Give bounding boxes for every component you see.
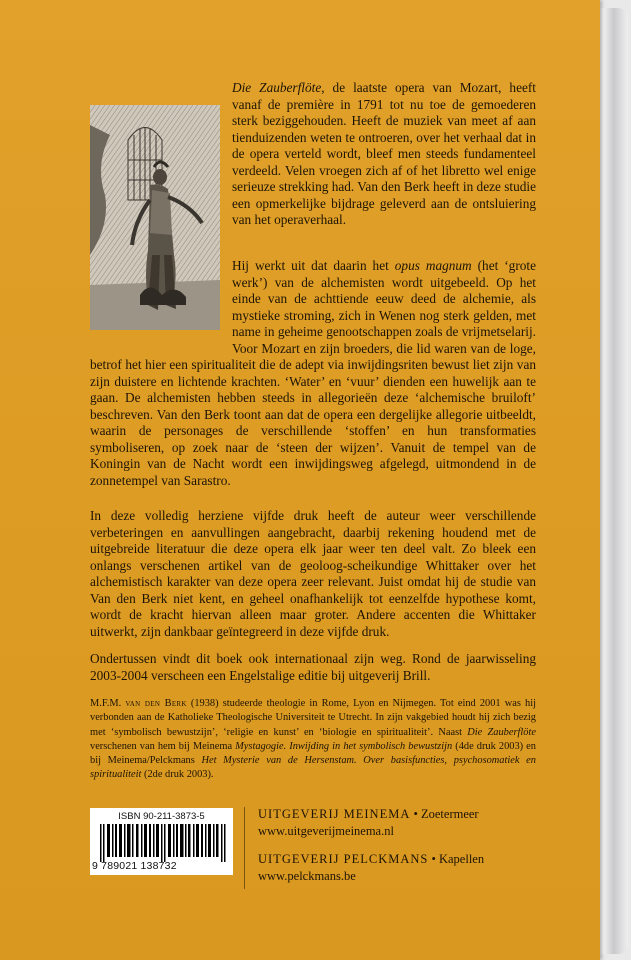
publisher-url: www.pelckmans.be	[258, 869, 356, 883]
thesis-text-before: Hij werkt uit dat daarin het	[232, 258, 395, 273]
publisher-place: • Zoetermeer	[410, 807, 479, 821]
publisher-name: UITGEVERIJ MEINEMA	[258, 807, 411, 821]
publisher-pelckmans	[258, 851, 484, 885]
bio-italic-3: Het Mysterie van de Hersenstam. Over basisfuncties, psychosomatiek en spiritualiteit	[90, 755, 536, 781]
thesis-paragraph	[90, 258, 536, 489]
bio-italic-1: Die Zauberflöte	[467, 726, 536, 738]
intro-text: , de laatste opera van Mozart, heeft vanaf de première in 1791 tot nu toe de gemoederen sterk beziggehouden. Heeft de muziek van meet af aan tienduizenden weten te ontroeren, over het verhaal dat in de opera verteld wordt, bleef men steeds fundamenteel verdeeld. Velen vroegen zich af of het libretto wel enige serieuze strekking had. Van den Berk heeft in deze studie een opmerkelijke bijdrage geleverd aan de ontsluiering van het operaverhaal.	[232, 80, 536, 227]
publisher-divider	[244, 807, 245, 889]
intro-paragraph	[232, 80, 536, 229]
ean-barcode	[100, 824, 228, 862]
bio-text-4: (2de druk 2003).	[141, 769, 214, 781]
bio-text-2: verschenen van hem bij Meinema	[90, 740, 236, 752]
isbn-label: ISBN 90-211-3873-5	[118, 811, 205, 822]
bio-text-1: (1938) studeerde theologie in Rome, Lyon en Nijmegen. Tot eind 2001 was hij verbonden aan de Katholieke Theologische Universiteit te Utrecht. In zijn vakgebied houdt hij zich bezig met ‘symbolisch bewustzijn’, ‘religie en kunst’ en ‘biologie en spiritualiteit’. Naast	[90, 698, 536, 738]
thesis-text-after: (het ‘grote werk’) van de alchemisten wordt uitgebeeld. Op het einde van de achttiende eeuw deed de alchemie, als mystieke stroming, zich in Wenen nog sterk gelden, met name in geheime genootschappen zoals de vrijmetselarij. Voor Mozart en zijn broeders, die lid waren van de loge, betrof het hier een spiritualiteit die de adept via inwijdingsriten bewust liet zijn van zijn duistere en lichtende krachten. ‘Water’ en ‘vuur’ dienden een huwelijk aan te gaan. De alchemisten hebben steeds in allegorieën deze ‘alchemische bruiloft’ beschreven. Van den Berk toont aan dat de opera een dergelijke allegorie uitbeeldt, waarin de personages de verschillende ‘stoffen’ en hun transformaties symboliseren, op zoek naar de ‘steen der wijzen’. Vanuit de tempel van de Koningin van de Nacht wordt een inwijdingsweg afgelegd, uitmondend in de zonnetempel van Sarastro.	[90, 258, 536, 488]
author-surname: van den Berk	[125, 698, 187, 709]
author-bio	[90, 697, 536, 783]
bio-italic-2: Mystagogie. Inwijding in het symbolisch bewustzijn	[235, 740, 453, 752]
barcode-box	[90, 808, 233, 875]
edition-paragraph: In deze volledig herziene vijfde druk heeft de auteur weer verschillende verbeteringen en aanvullingen aangebracht, daarbij rekening houdend met de uitgebreide literatuur die deze opera elk jaar weer ten deel valt. Zo bleek een onlangs verschenen artikel van de geoloog-scheikundige Whittaker over het alchemistisch karakter van deze opera zeer relevant. Juist omdat hij de studie van Van den Berk niet kent, en geheel onafhankelijk tot eenzelfde hypothese komt, wordt de kracht hiervan alleen maar groter. Andere accenten die Whittaker uitwerkt, zijn dankbaar geïntegreerd in deze vijfde druk.	[90, 508, 536, 639]
publisher-url: www.uitgeverijmeinema.nl	[258, 824, 394, 838]
bio-text-3: (4de druk 2003) en bij Meinema/Pelckmans	[90, 740, 536, 767]
thesis-italic: opus magnum	[394, 258, 472, 273]
publisher-place: • Kapellen	[428, 852, 485, 866]
ean-digits: 9 789021 138732	[92, 860, 177, 872]
illustration-wrap-space	[90, 258, 232, 350]
publisher-meinema	[258, 806, 479, 840]
author-initials: M.F.M.	[90, 698, 126, 709]
publisher-name: UITGEVERIJ PELCKMANS	[258, 852, 429, 866]
international-paragraph: Ondertussen vindt dit boek ook internationaal zijn weg. Rond de jaarwisseling 2003-2004 verscheen een Engelstalige editie bij uitgeverij Brill.	[90, 651, 536, 683]
opera-title: Die Zauberflöte	[232, 80, 322, 95]
